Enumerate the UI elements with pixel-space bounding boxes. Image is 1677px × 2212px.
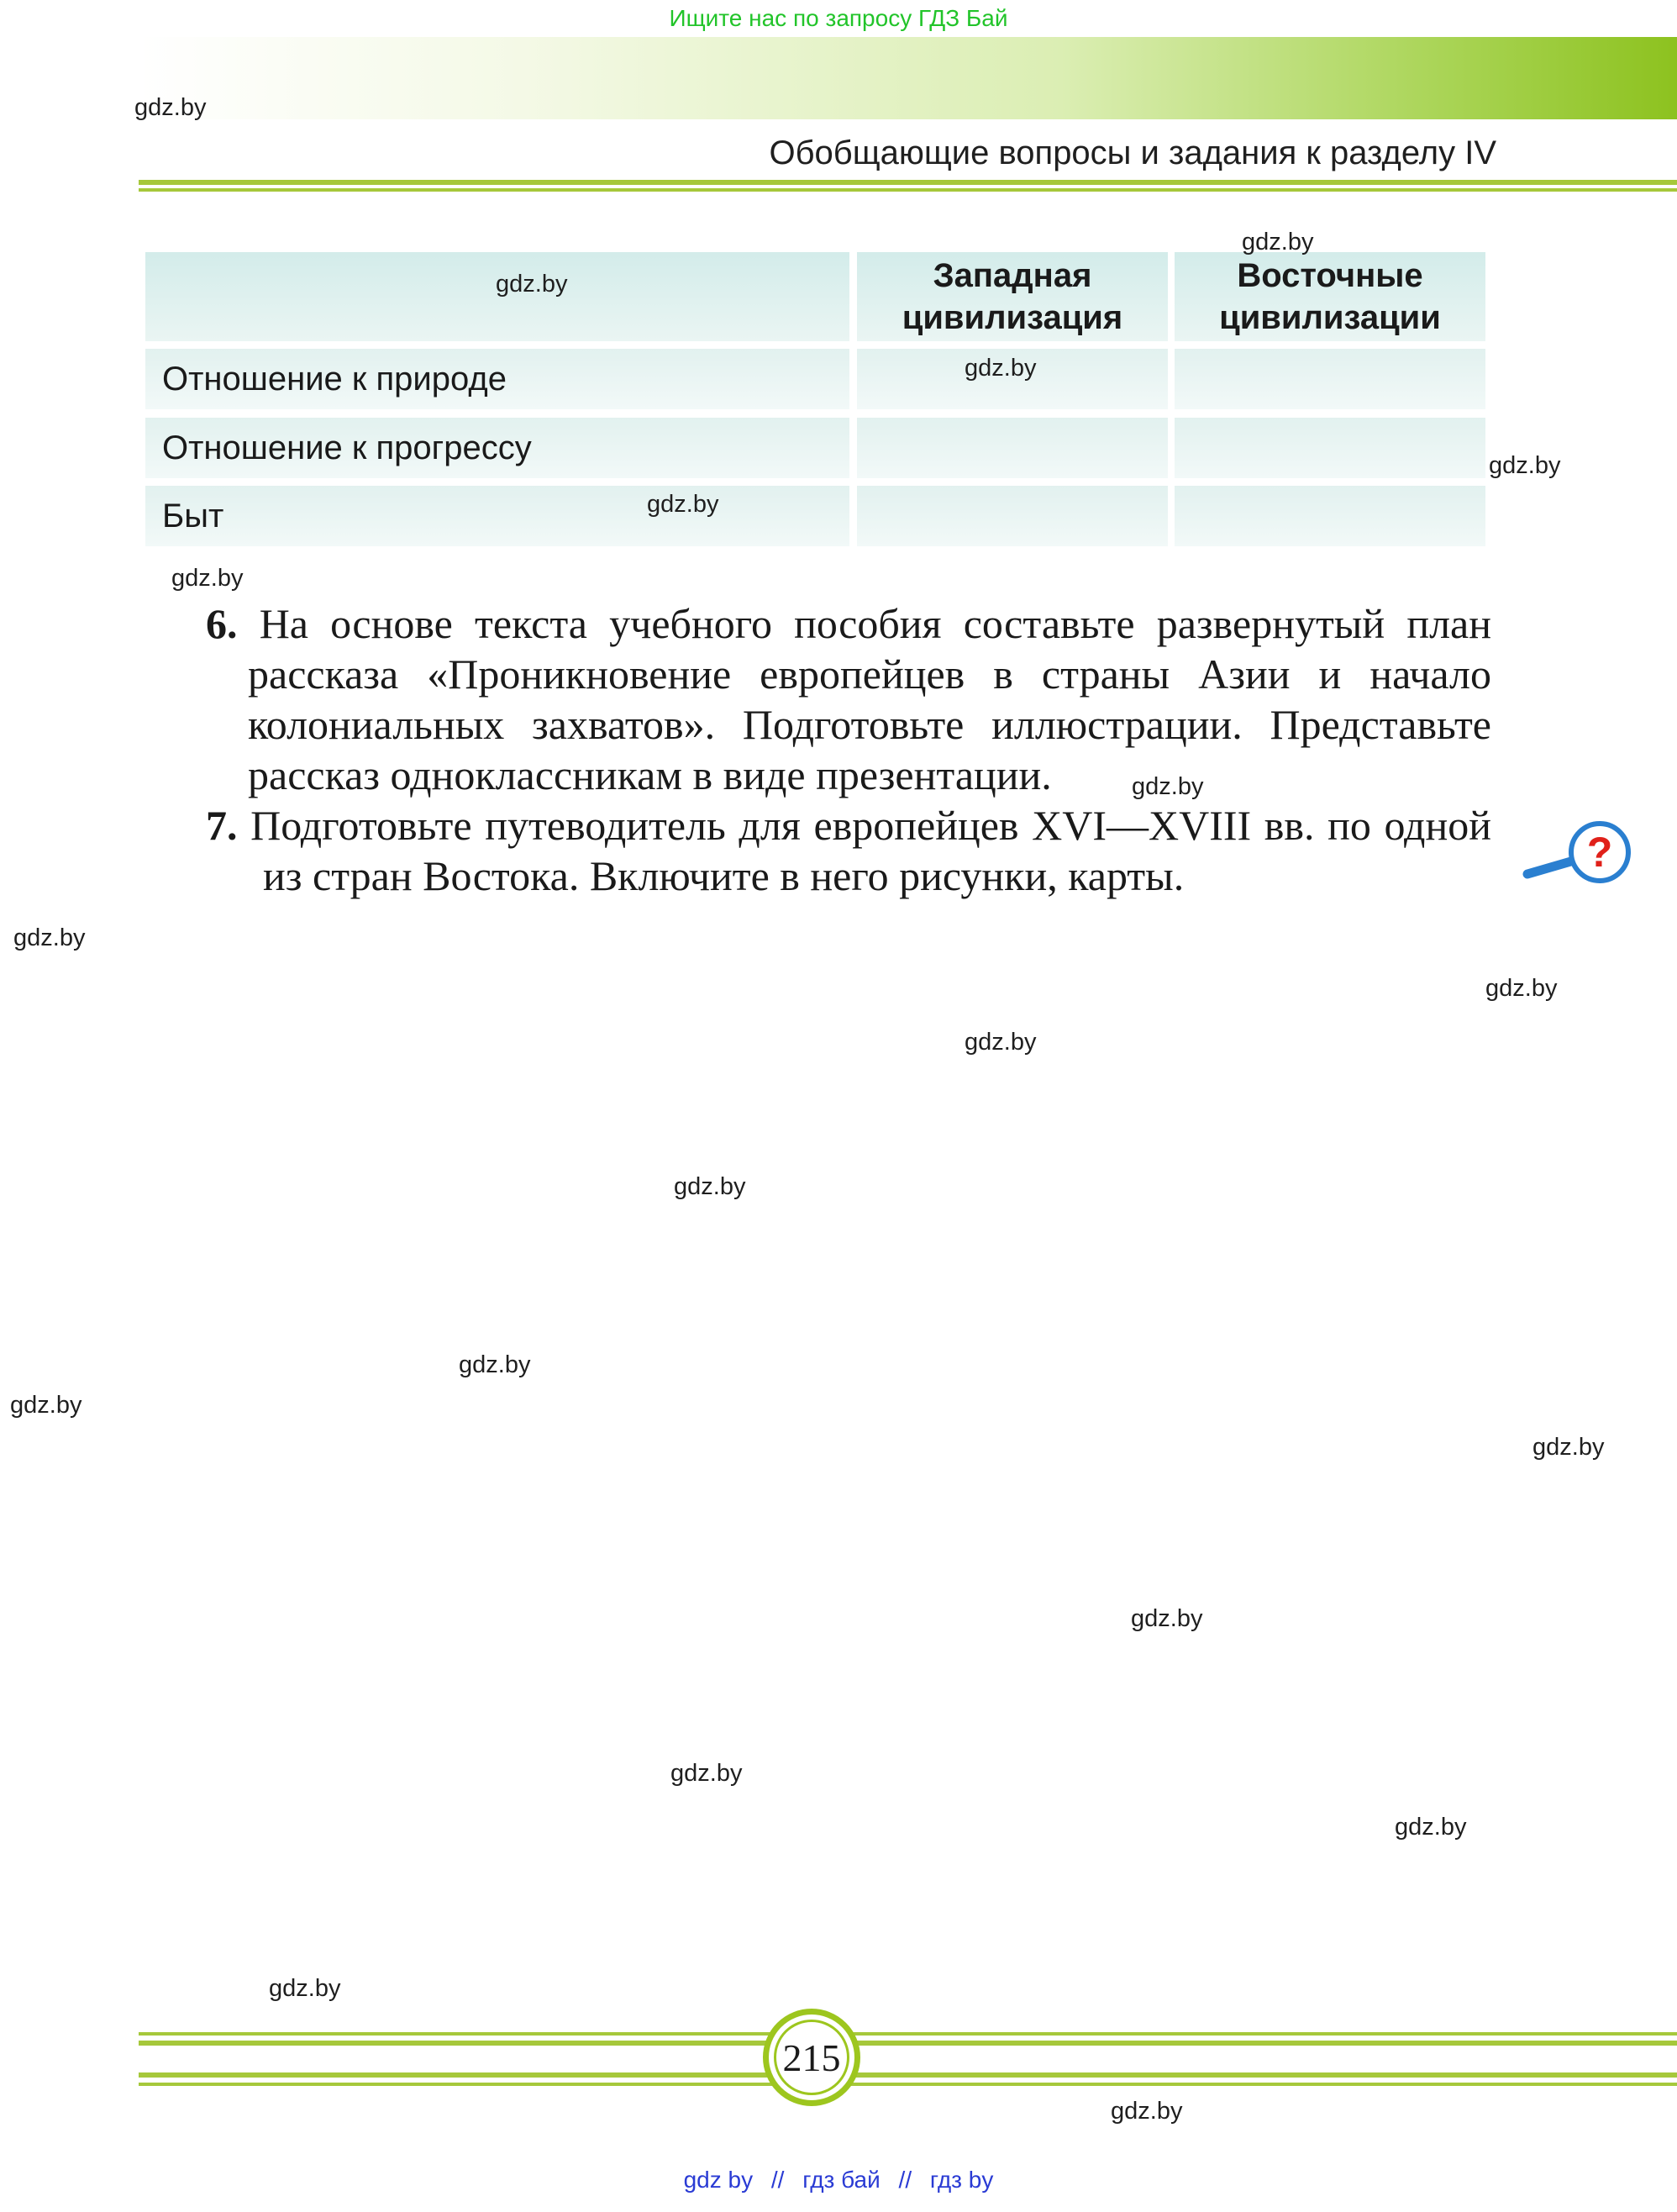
footer-rule [139, 2032, 1677, 2036]
header-rule-bottom [139, 188, 1677, 192]
footer-links [0, 2167, 1677, 2194]
task-text: На основе текста учебного пособия составьте развернутый план рассказа «Проникновение европейцев в страны Азии и начало колониальных захватов». Подготовьте иллюстрации. Представьте рассказ одноклассникам в виде презентации. [248, 600, 1491, 798]
watermark: gdz.by [1395, 1814, 1467, 1841]
watermark: gdz.by [674, 1173, 746, 1200]
footer-separator: // [898, 2167, 912, 2193]
watermark: gdz.by [1489, 452, 1561, 479]
row-label-nature: Отношение к природе [145, 349, 849, 409]
task-number: 7. [206, 802, 238, 849]
footer-separator: // [770, 2167, 785, 2193]
header-gradient-bar [139, 37, 1677, 119]
table-cell [857, 418, 1168, 478]
page-number-badge [763, 2009, 860, 2106]
header-rule-top [139, 180, 1677, 185]
watermark: gdz.by [647, 491, 719, 518]
watermark: gdz.by [670, 1760, 743, 1787]
magnifier-question-icon [1521, 820, 1634, 887]
page-number: 215 [774, 2020, 849, 2095]
svg-text:?: ? [1586, 829, 1613, 876]
row-label-daily-life: Быт [145, 486, 849, 546]
footer-rule [139, 2041, 1677, 2046]
watermark: gdz.by [1242, 229, 1314, 255]
watermark: gdz.by [171, 565, 244, 592]
task-number: 6. [206, 600, 238, 647]
footer-link-gdz-by-alt[interactable]: гдз by [929, 2167, 994, 2193]
column-header-eastern: Восточные цивилизации [1175, 252, 1485, 341]
watermark: gdz.by [269, 1975, 341, 2002]
watermark: gdz.by [459, 1351, 531, 1378]
watermark: gdz.by [965, 1029, 1037, 1056]
watermark: gdz.by [1532, 1434, 1605, 1461]
watermark: gdz.by [1132, 773, 1204, 800]
watermark: gdz.by [10, 1392, 82, 1419]
task-7 [206, 800, 1491, 901]
watermark: gdz.by [496, 271, 568, 298]
column-header-western: Западная цивилизация [857, 252, 1168, 341]
task-6 [206, 598, 1491, 800]
watermark: gdz.by [1111, 2098, 1183, 2125]
section-title: Обобщающие вопросы и задания к разделу IV [769, 134, 1496, 171]
footer-rule [139, 2083, 1677, 2086]
footer-link-gdz-by[interactable]: gdz by [683, 2167, 754, 2193]
top-banner[interactable]: Ищите нас по запросу ГДЗ Бай [669, 5, 1008, 31]
table-cell [1175, 349, 1485, 409]
watermark: gdz.by [965, 355, 1037, 382]
footer-rule [139, 2072, 1677, 2078]
watermark: gdz.by [1131, 1605, 1203, 1632]
table-cell [857, 486, 1168, 546]
watermark: gdz.by [134, 94, 207, 121]
table-cell [1175, 418, 1485, 478]
footer-link-gdz-bai[interactable]: гдз бай [802, 2167, 881, 2193]
task-text: Подготовьте путеводитель для европейцев XVI—XVIII вв. по одной из стран Востока. Включите в него рисунки, карты. [250, 802, 1491, 899]
watermark: gdz.by [13, 924, 86, 951]
table-cell [1175, 486, 1485, 546]
watermark: gdz.by [1485, 975, 1558, 1002]
row-label-progress: Отношение к прогрессу [145, 418, 849, 478]
